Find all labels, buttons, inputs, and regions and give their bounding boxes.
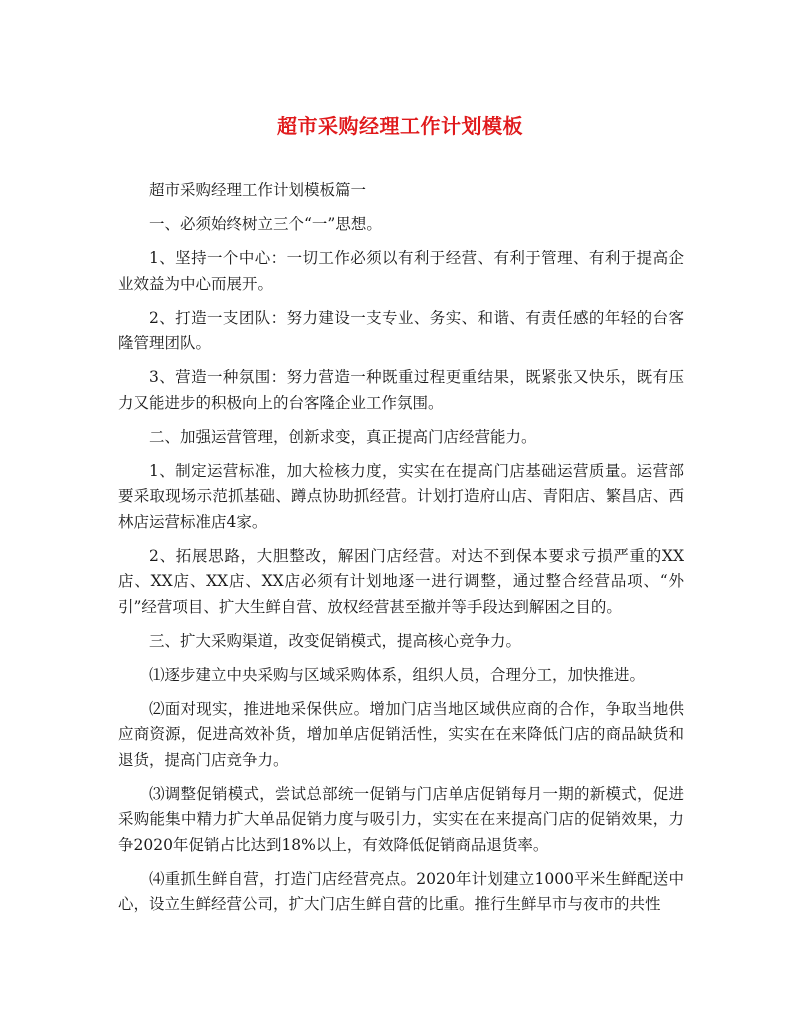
document-body [118, 178, 684, 926]
paragraph-3-2: ⑵面对现实，推进地采保供应。增加门店当地区域供应商的合作，争取当地供应商资源，促进高效补货，增加单店促销活性，实实在在来降低门店的商品缺货和退货，提高门店竞争力。 [118, 699, 684, 769]
heading-section-three: 三、扩大采购渠道，改变促销模式，提高核心竞争力。 [149, 631, 522, 650]
heading-section-two: 二、加强运营管理，创新求变，真正提高门店经营能力。 [149, 427, 537, 446]
heading-section-one: 一、必须始终树立三个“一”思想。 [149, 215, 382, 233]
document-title: 超市采购经理工作计划模板 [277, 114, 523, 138]
paragraph-3-3: ⑶调整促销模式，尝试总部统一促销与门店单店促销每月一期的新模式，促进采购能集中精力扩大单品促销力度与吸引力，实实在在来提高门店的促销效果，力争2020年促销占比达到18%以上，有效降低促销商品退货率。 [118, 784, 684, 854]
paragraph-2-2: 2、拓展思路，大胆整改，解困门店经营。对达不到保本要求亏损严重的XX店、XX店、XX店、XX店必须有计划地逐一进行调整，通过整合经营品项、“外引”经营项目、扩大生鲜自营、放权经营甚至撤并等手段达到解困之目的。 [118, 546, 684, 616]
section-heading-part-one: 超市采购经理工作计划模板篇一 [149, 181, 367, 199]
paragraph-3-1: ⑴逐步建立中央采购与区域采购体系，组织人员，合理分工，加快推进。 [149, 665, 646, 684]
paragraph-2-1: 1、制定运营标准，加大检核力度，实实在在提高门店基础运营质量。运营部要采取现场示范抓基础、蹲点协助抓经营。计划打造府山店、青阳店、繁昌店、西林店运营标准店4家。 [118, 461, 684, 531]
paragraph-1-3: 3、营造一种氛围：努力营造一种既重过程更重结果，既紧张又快乐，既有压力又能进步的积极向上的台客隆企业工作氛围。 [118, 368, 684, 412]
paragraph-1-1: 1、坚持一个中心：一切工作必须以有利于经营、有利于管理、有利于提高企业效益为中心而展开。 [118, 249, 684, 293]
paragraph-1-2: 2、打造一支团队：努力建设一支专业、务实、和谐、有责任感的年轻的台客隆管理团队。 [118, 308, 684, 352]
paragraph-3-4: ⑷重抓生鲜自营，打造门店经营亮点。2020年计划建立1000平米生鲜配送中心，设立生鲜经营公司，扩大门店生鲜自营的比重。推行生鲜早市与夜市的共性 [118, 869, 684, 913]
